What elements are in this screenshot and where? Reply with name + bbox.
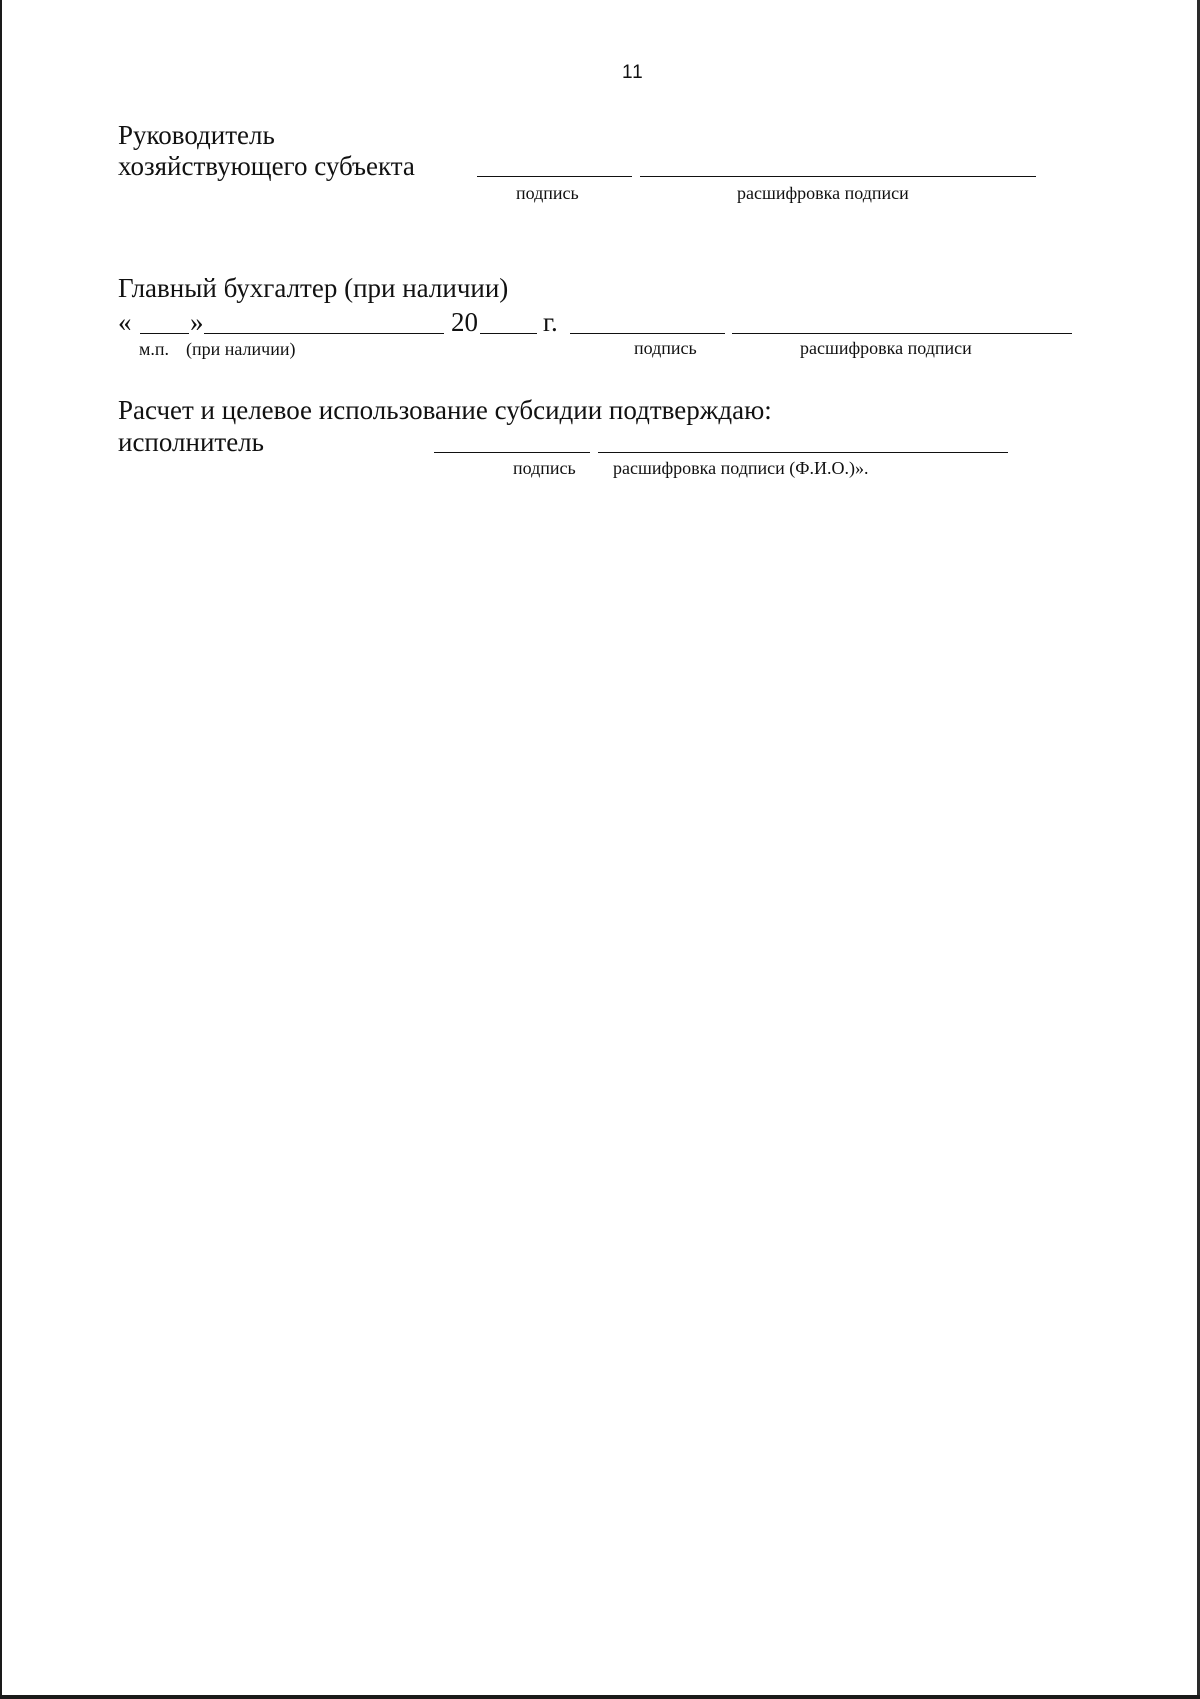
date-open-quote: « <box>118 307 132 337</box>
head-signature-line <box>477 176 632 177</box>
head-title-line2: хозяйствующего субъекта <box>118 151 415 181</box>
stamp-caption: м.п. <box>139 339 170 359</box>
accountant-signature-caption: подпись <box>634 338 697 358</box>
date-year-suffix: г. <box>543 307 558 337</box>
date-year-prefix: 20 <box>451 307 478 337</box>
head-title-line1: Руководитель <box>118 120 275 150</box>
accountant-decoding-line <box>732 333 1072 334</box>
date-day-line <box>140 333 189 334</box>
executor-decoding-line <box>598 452 1008 453</box>
confirmation-statement: Расчет и целевое использование субсидии подтверждаю: <box>118 395 772 425</box>
scan-edge-bottom <box>0 1695 1200 1699</box>
stamp-note: (при наличии) <box>186 339 296 359</box>
head-decoding-line <box>640 176 1036 177</box>
accountant-signature-line <box>570 333 725 334</box>
date-month-line <box>204 333 444 334</box>
head-decoding-caption: расшифровка подписи <box>737 183 909 203</box>
accountant-decoding-caption: расшифровка подписи <box>800 338 972 358</box>
accountant-title: Главный бухгалтер (при наличии) <box>118 273 509 303</box>
executor-signature-caption: подпись <box>513 458 576 478</box>
date-year-line <box>480 333 537 334</box>
executor-signature-line <box>434 452 590 453</box>
head-signature-caption: подпись <box>516 183 579 203</box>
executor-role: исполнитель <box>118 427 264 457</box>
page-number: 11 <box>622 62 644 83</box>
date-close-quote: » <box>190 307 204 337</box>
executor-decoding-caption: расшифровка подписи (Ф.И.О.)». <box>613 458 869 478</box>
scan-edge-left <box>0 0 2 1699</box>
